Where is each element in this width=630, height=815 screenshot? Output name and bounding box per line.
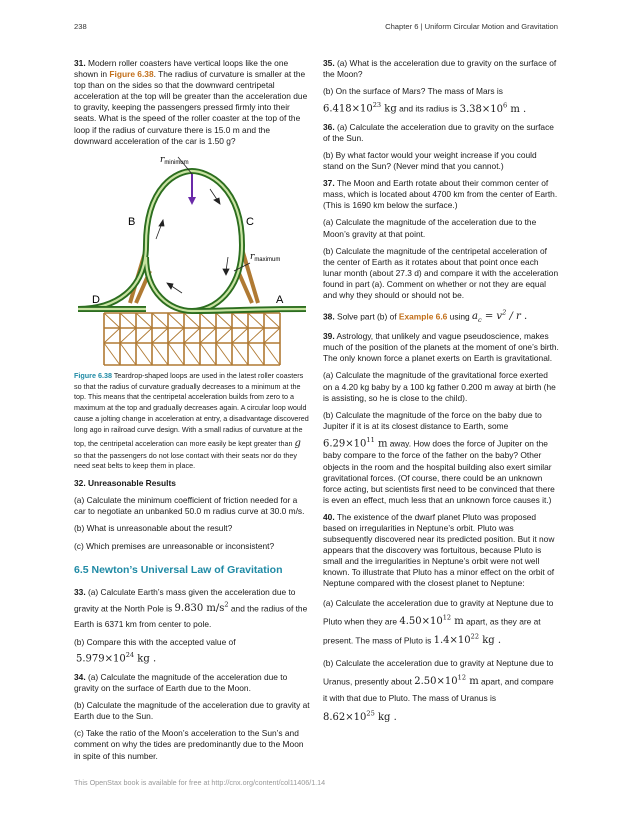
problem-35b: (b) On the surface of Mars? The mass of Mars is $6.418\times 10^{23}$ kg and its radius is $3.38\times 10^6$ m . [323,86,527,115]
arrow-right-down-head [223,269,229,275]
lattice-brace-5 [120,328,136,343]
lattice-brace-27 [232,343,248,365]
direction-arrows [156,189,229,293]
problem-40b: (b) Calculate the acceleration due to gravity at Neptune due to Uranus, presently about $2.50\times 10^{12}$ m apart, and compare it with that due to Pluto. The mass of Uranus is $8.62\times 10^{25}$ kg . [323,658,554,723]
lattice-brace-31 [264,313,280,328]
figure-caption: Figure 6.38 Teardrop-shaped loops are used in the latest roller coasters so that the radius of curvature gradually decreases to a minimum at the top. This means that the centripetal acceleration builds from zero to a maximum at the top and gradually decreases again. A circular loop would cause a jolting change in acceleration at entry, a disadvantage discovered long ago in railroad curve design. With a small radius of curvature at the top, the centripetal acceleration can more easily be kept greater than g so that the passengers do not lose contact with their seats nor do they need seat belts to keep them in place. [74,370,309,471]
problem-39b: (b) Calculate the magnitude of the force on the baby due to Jupiter if it is at its closest distance to Earth, some $6.29\times 10^{11}$ m away. How does the force of Jupiter on the baby compare to the force of the father on the baby? Other objects in the room and the hospital building also exert similar gravitational forces. (Of course, there could be an unknown force acting, but scientists first need to be convinced that there is even an effect, much less that an unknown force causes it.) [323,409,555,505]
lattice-brace-13 [168,313,184,328]
pluto-mass-value: $1.4\times 10^{22}$ kg . [433,632,502,647]
problem-34b: (b) Calculate the magnitude of the acceleration due to gravity at Earth due to the Sun. [74,700,310,722]
r-maximum-label: $r_{maximum}$ [250,251,281,263]
pluto-distance-value: $4.50\times 10^{12}$ m [399,613,464,627]
problem-37: 37. The Moon and Earth rotate about their common center of mass, which is located about 4700 km from the center of Earth. (This is 1690 km below the surface.) [323,178,558,211]
roller-coaster-figure [74,153,310,367]
lattice-brace-1 [104,313,120,328]
lattice-brace-9 [136,343,152,365]
problem-38: 38. Solve part (b) of Example 6.6 using $a_c = v^2 / r$ . [323,309,528,325]
arrow-bottom-left-head [167,283,173,289]
mars-mass-value: $6.418\times 10^{23}$ kg [323,101,397,115]
lattice-brace-7 [136,313,152,328]
problem-34c: (c) Take the ratio of the Moon’s acceleration to the Sun’s and comment on why the tides are predominantly due to the Moon in spite of this number. [74,728,304,761]
lattice-brace-32 [264,328,280,343]
left-column [74,58,310,768]
point-b-label: B [128,215,136,228]
arrow-top-right-head [214,198,220,204]
lattice-brace-2 [104,328,120,343]
figure-6-38-link[interactable]: Figure 6.38 [109,69,154,80]
lattice-brace-17 [184,328,200,343]
uranus-mass-value: $8.62\times 10^{25}$ kg . [323,709,397,723]
centripetal-formula: $a_c = v^2 / r$ . [472,309,528,325]
lattice-brace-12 [152,343,168,365]
point-d-label: D [92,293,100,306]
page-number: 238 [74,22,87,31]
mars-radius-value: $3.38\times 10^6$ m . [459,101,527,115]
jupiter-distance-value: $6.29\times 10^{11}$ m [323,435,388,450]
lattice-brace-24 [216,343,232,365]
lattice-brace-28 [248,313,264,328]
problem-37a: (a) Calculate the magnitude of the acceleration due to the Moon’s gravity at that point. [323,217,537,239]
lattice-brace-16 [184,313,200,328]
lattice-brace-26 [232,328,248,343]
problem-32-title: 32. Unreasonable Results [74,478,176,489]
section-title: 6.5 Newton’s Universal Law of Gravitation [74,563,283,576]
problem-35a: 35. (a) What is the acceleration due to gravity on the surface of the Moon? [323,58,557,80]
lattice-brace-21 [200,343,216,365]
lattice-brace-4 [120,313,136,328]
lattice-brace-25 [232,313,248,328]
chapter-title: Chapter 6 | Uniform Circular Motion and Gravitation [385,22,558,31]
problem-32b: (b) What is unreasonable about the result? [74,523,233,534]
roller-coaster-svg [74,153,310,367]
problem-37b: (b) Calculate the magnitude of the centripetal acceleration of the center of Earth as it rotates about that point once each lunar month (about 27.3 d) and compare it with the acceleration found in part (a). Comment on whether or not they are equal and why they should or should not be. [323,245,559,301]
lattice-brace-8 [136,328,152,343]
earth-mass-value: $5.979\times 10^{24}$ kg . [76,651,157,665]
example-6-6-link[interactable]: Example 6.6 [398,311,448,322]
lattice-brace-10 [152,313,168,328]
lattice-brace-19 [200,313,216,328]
problem-33b: (b) Compare this with the accepted value of $5.979\times 10^{24}$ kg . [74,637,310,666]
uranus-distance-value: $2.50\times 10^{12}$ m [414,674,479,688]
problem-39: 39. Astrology, that unlikely and vague pseudoscience, makes much of the position of the planets at the moment of one’s birth. The only known force a planet exerts on Earth is gravitational. [323,331,559,364]
page-footer: This OpenStax book is available for free at http://cnx.org/content/col11406/1.14 [74,778,326,787]
centripetal-acceleration-arrowhead [188,197,196,205]
lattice-brace-23 [216,328,232,343]
lattice-brace-20 [200,328,216,343]
arrow-left-up-head [159,220,164,226]
problem-36a: 36. (a) Calculate the acceleration due to gravity on the surface of the Sun. [323,121,554,143]
lattice-brace-29 [248,328,264,343]
problem-36b: (b) By what factor would your weight increase if you could stand on the Sun? (Never mind that you cannot.) [323,149,537,172]
lattice-brace-18 [184,343,200,365]
problem-32c: (c) Which premises are unreasonable or inconsistent? [74,540,275,551]
lattice-brace-11 [152,328,168,343]
problem-40a: (a) Calculate the acceleration due to gravity at Neptune due to Pluto when they are $4.50\times 10^{12}$ m apart, as they are at present. The mass of Pluto is $1.4\times 10^{22}$ kg . [323,597,554,647]
problem-33a: 33. (a) Calculate Earth’s mass given the acceleration due to gravity at the North Pole is 9.830 $m/s^2$ and the radius of the Earth is 6371 km from center to pole. [74,587,308,630]
problem-32a: (a) Calculate the minimum coefficient of friction needed for a car to negotiate an unbanked 50.0 m radius curve at 30.0 m/s. [74,495,305,517]
r-minimum-label: $r_{minimum}$ [160,154,189,166]
problem-31: 31. Modern roller coasters have vertical loops like the one shown in Figure 6.38. The radius of curvature is smaller at the top than on the sides so that the downward centripetal acceleration at the top will be greater than the acceleration due to gravity, keeping the passengers pressed firmly into their seats. What is the speed of the roller coaster at the top of the loop if the radius of curvature there is 15.0 m and the downward acceleration of the car is 1.50 g? [74,58,308,146]
lattice-brace-14 [168,328,184,343]
point-a-label: A [276,293,284,306]
lattice-brace-15 [168,343,184,365]
problem-34a: 34. (a) Calculate the magnitude of the acceleration due to gravity on the surface of Earth due to the Moon. [74,671,288,694]
loop-track-inner [78,171,242,311]
lattice-brace-3 [104,343,120,365]
point-c-label: C [246,215,254,228]
lattice-brace-30 [248,343,264,365]
lattice-brace-22 [216,313,232,328]
support-lattice [104,313,280,365]
right-column [323,58,559,733]
lattice-brace-6 [120,343,136,365]
problem-40: 40. The existence of the dwarf planet Pluto was proposed based on irregularities in Neptune’s orbit. Pluto was subsequently discovered near its predicted position. But it now appears that the discovery was fortuitous, because Pluto is small and the irregularities in Neptune’s orbit were not well known. To illustrate that Pluto has a minor effect on the orbit of Neptune compared with the closest planet to Neptune: [323,511,555,589]
lattice-brace-33 [264,343,280,365]
problem-39a: (a) Calculate the magnitude of the gravitational force exerted on a 4.20 kg baby by a 100 kg father 0.200 m away at birth (he is assisting, so he is close to the child). [323,370,556,403]
